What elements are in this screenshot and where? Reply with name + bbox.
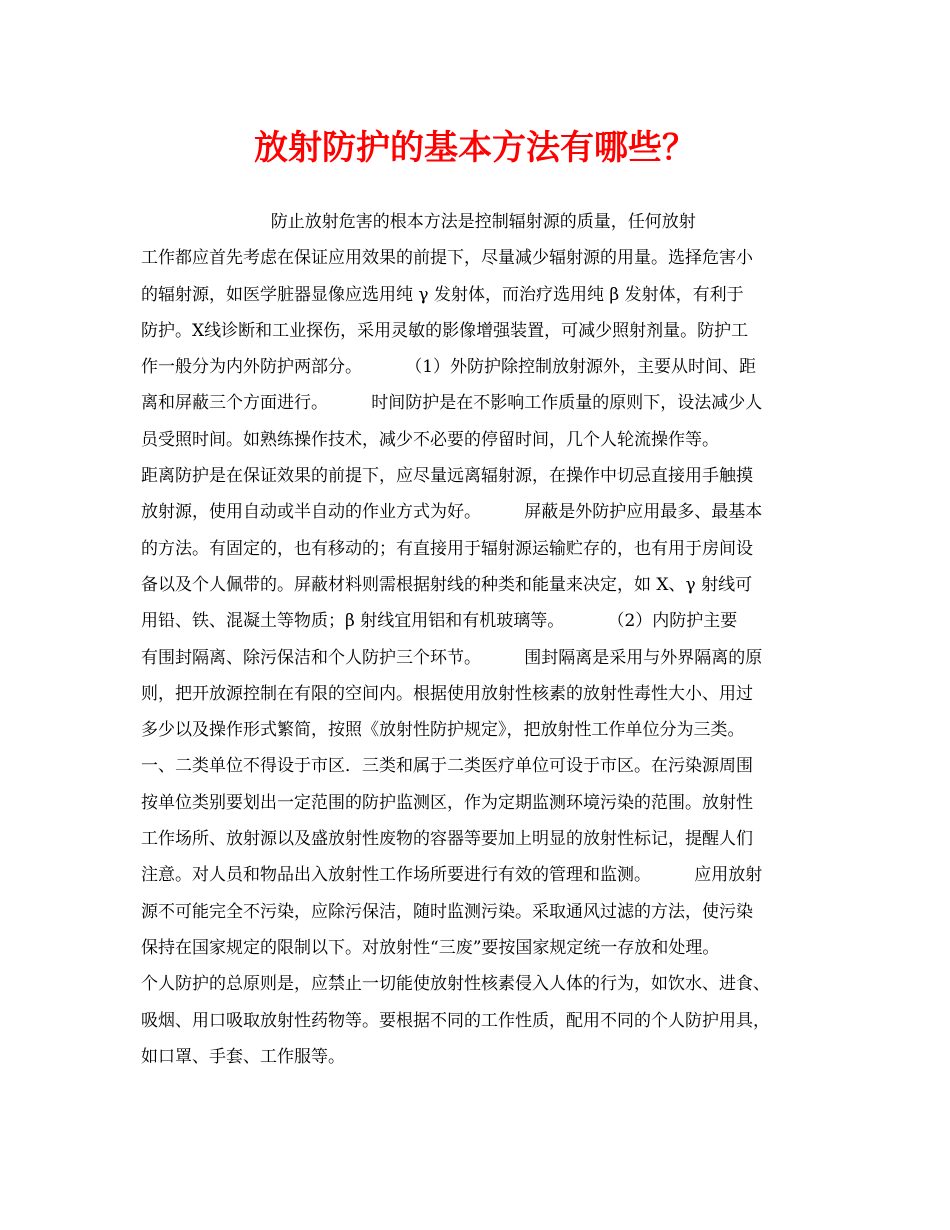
- body-text-line: 工作都应首先考虑在保证应用效果的前提下，尽量减少辐射源的用量。选择危害小: [141, 248, 753, 269]
- body-text-line: 则，把开放源控制在有限的空间内。根据使用放射性核素的放射性毒性大小、用过: [141, 683, 753, 704]
- body-text-line: 备以及个人佩带的。屏蔽材料则需根据射线的种类和能量来决定，如 X、γ 射线可: [141, 574, 753, 595]
- document-body: [141, 204, 821, 1075]
- body-text-line: 按单位类别要划出一定范围的防护监测区，作为定期监测环境污染的范围。放射性: [141, 792, 753, 813]
- body-text-line: 注意。对人员和物品出入放射性工作场所要进行有效的管理和监测。 应用放射: [141, 865, 763, 886]
- body-text-line: 作一般分为内外防护两部分。 （1）外防护除控制放射源外，主要从时间、距: [141, 357, 757, 378]
- body-text-line: 源不可能完全不污染，应除污保洁，随时监测污染。采取通风过滤的方法，使污染: [141, 901, 753, 922]
- document-title: 放射防护的基本方法有哪些？: [254, 128, 696, 168]
- body-text-line: 吸烟、用口吸取放射性药物等。要根据不同的工作性质，配用不同的个人防护用具，: [141, 1010, 770, 1031]
- body-text-line: 离和屏蔽三个方面进行。 时间防护是在不影响工作质量的原则下，设法减少人: [141, 393, 763, 414]
- body-text-line: 工作场所、放射源以及盛放射性废物的容器等要加上明显的放射性标记，提醒人们: [141, 829, 753, 850]
- body-text-line: 防护。X线诊断和工业探伤，采用灵敏的影像增强装置，可减少照射剂量。防护工: [141, 320, 749, 341]
- body-text-line: 多少以及操作形式繁简，按照《放射性防护规定》，把放射性工作单位分为三类。: [141, 720, 745, 741]
- body-text-line: 保持在国家规定的限制以下。对放射性“三废”要按国家规定统一存放和处理。: [141, 937, 720, 958]
- body-text-line: 的方法。有固定的，也有移动的；有直接用于辐射源运输贮存的，也有用于房间设: [141, 538, 753, 559]
- body-text-line: 一、二类单位不得设于市区．三类和属于二类医疗单位可设于市区。在污染源周围: [141, 756, 753, 777]
- body-text-line: 员受照时间。如熟练操作技术，减少不必要的停留时间，几个人轮流操作等。: [141, 429, 719, 450]
- body-text-line: 有围封隔离、除污保洁和个人防护三个环节。 围封隔离是采用与外界隔离的原: [141, 647, 763, 668]
- body-text-line: 距离防护是在保证效果的前提下，应尽量远离辐射源，在操作中切忌直接用手触摸: [141, 466, 753, 487]
- body-text-line: 如口罩、手套、工作服等。: [141, 1046, 345, 1067]
- body-text-line: 防止放射危害的根本方法是控制辐射源的质量，任何放射: [141, 212, 696, 232]
- body-text-line: 的辐射源，如医学脏器显像应选用纯 γ 发射体，而治疗选用纯 β 发射体，有利于: [141, 284, 744, 305]
- body-text-line: 放射源，使用自动或半自动的作业方式为好。 屏蔽是外防护应用最多、最基本: [141, 502, 763, 523]
- body-text-line: 用铅、铁、混凝土等物质；β 射线宜用铝和有机玻璃等。 （2）内防护主要: [141, 611, 738, 632]
- body-text-line: 个人防护的总原则是，应禁止一切能使放射性核素侵入人体的行为，如饮水、进食、: [141, 974, 770, 995]
